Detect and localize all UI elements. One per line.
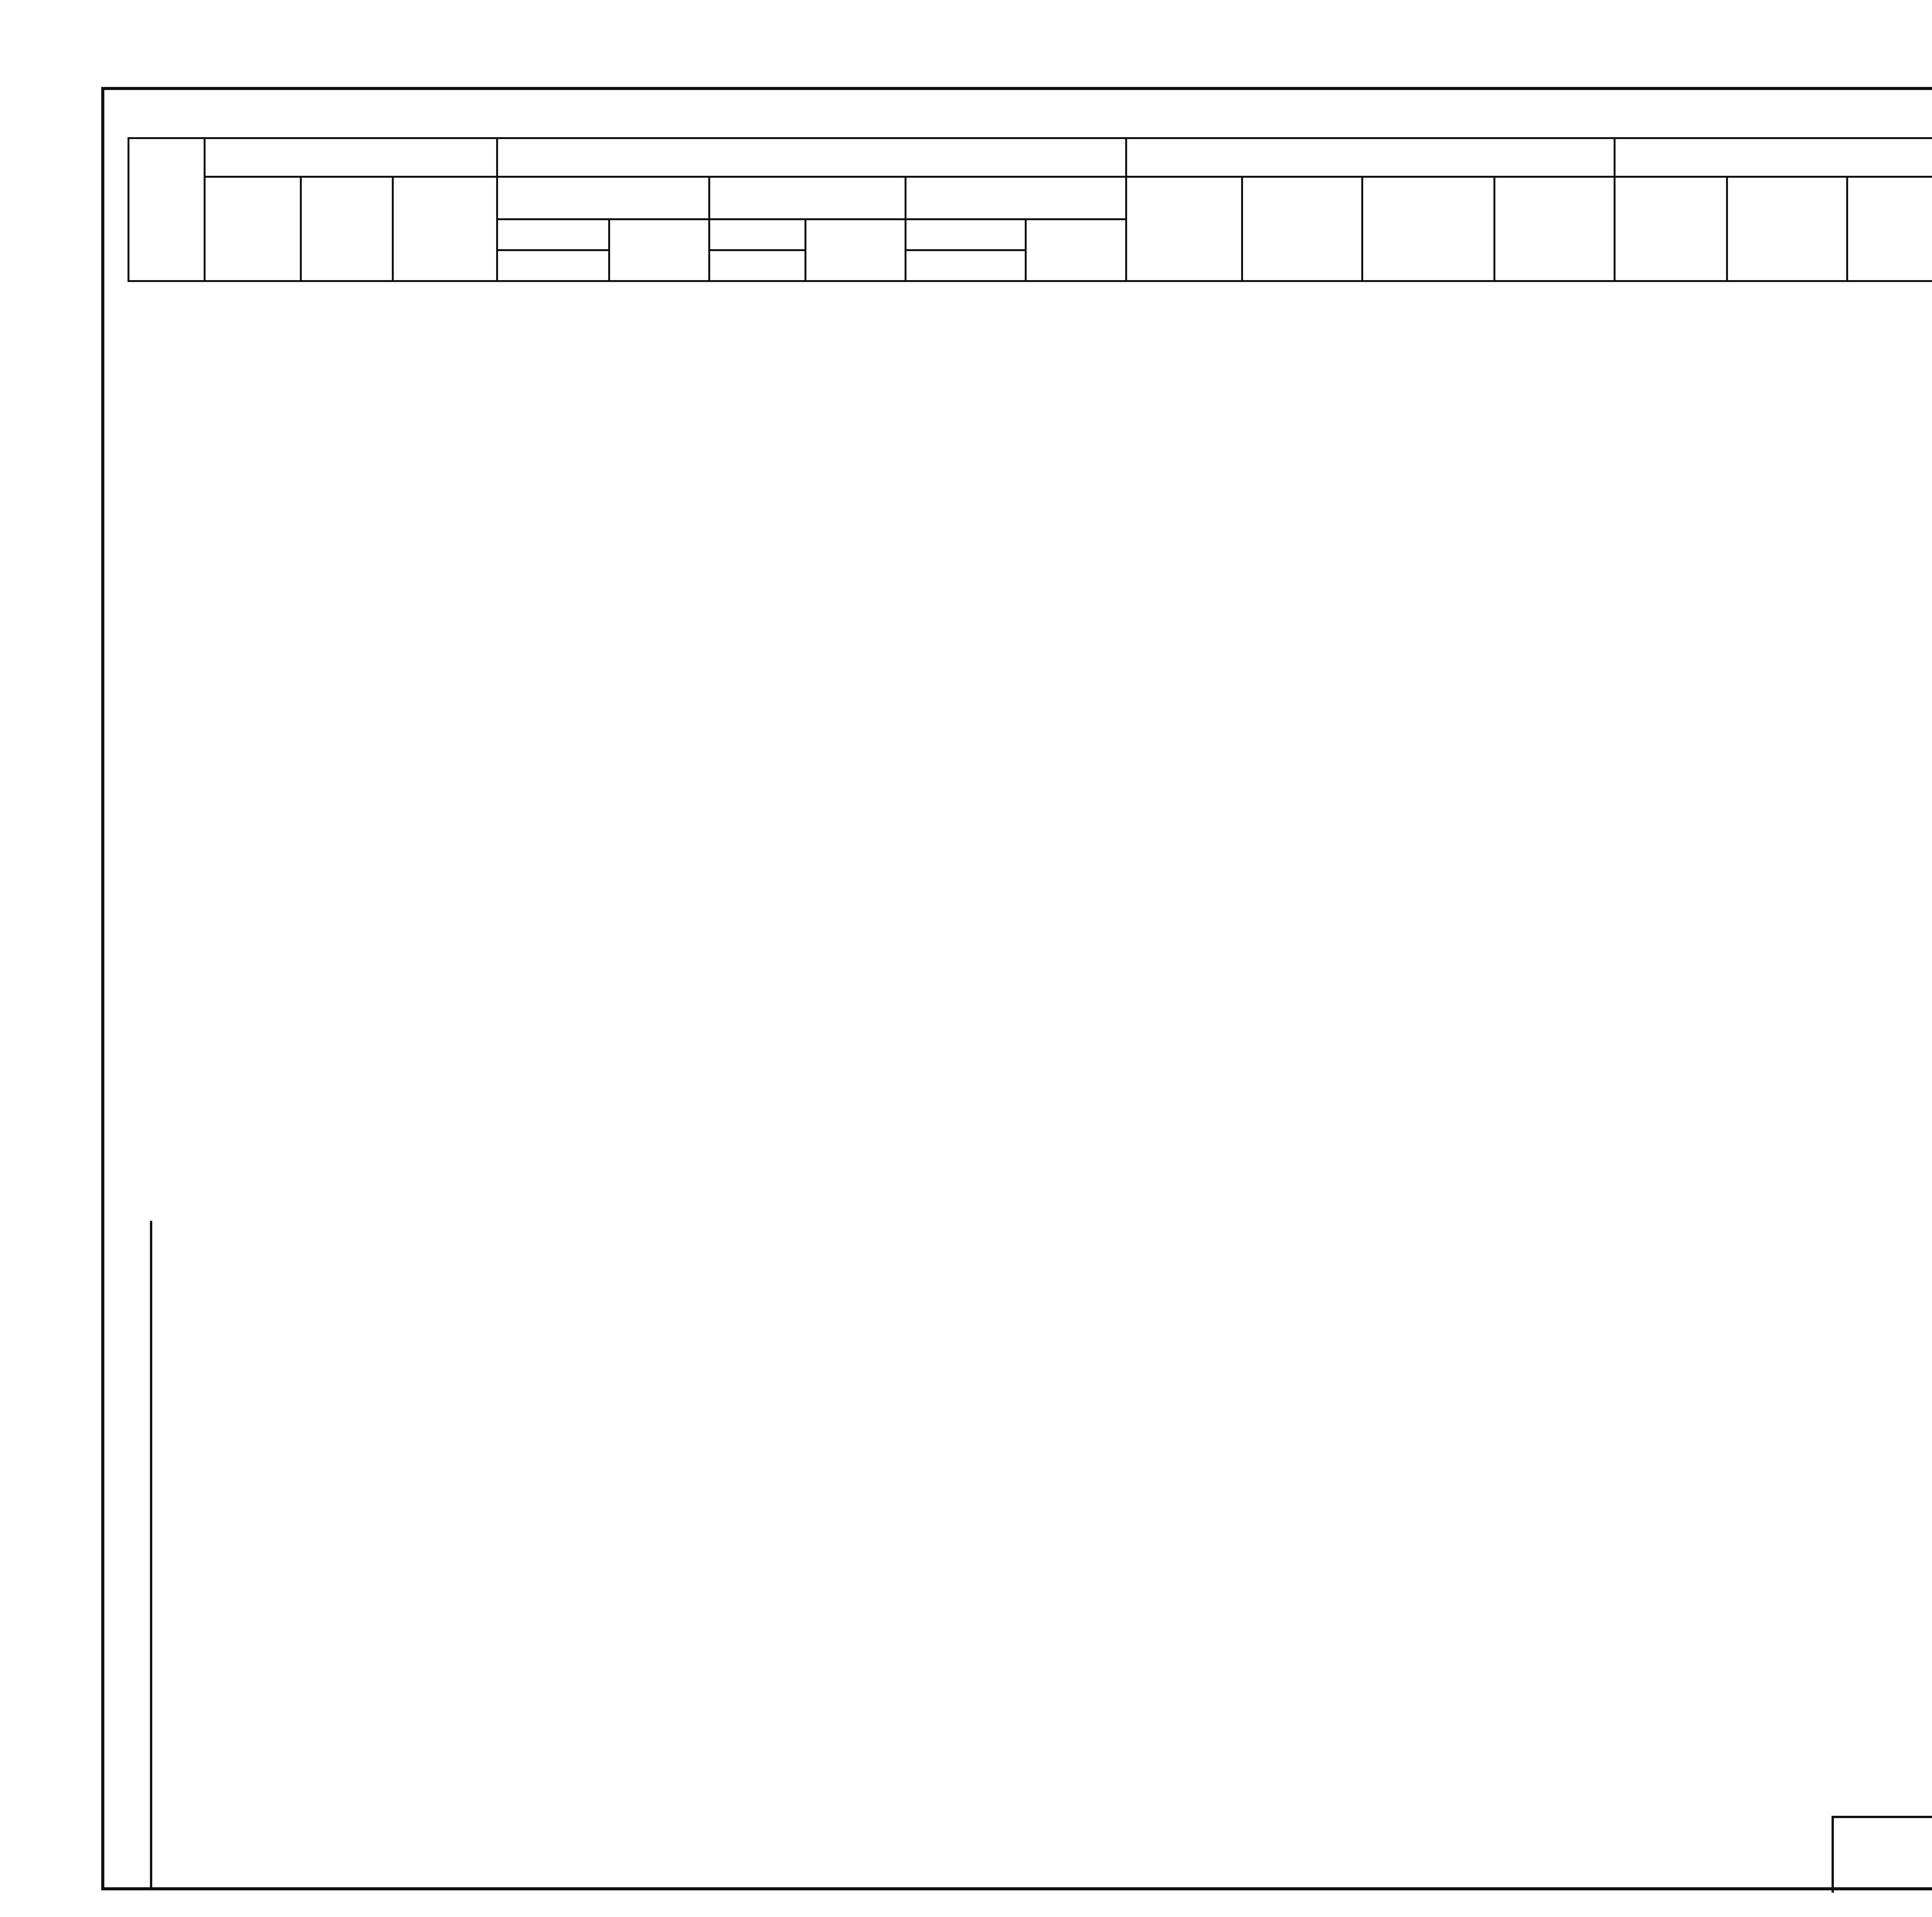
- header-m-drain: [1847, 177, 1932, 281]
- header-emb-boxes: [1362, 177, 1495, 281]
- header-class-a3: [497, 250, 609, 281]
- header-rebar-total: [906, 177, 1126, 219]
- header-embedded: [1126, 138, 1615, 177]
- header-class-a3: [497, 219, 609, 250]
- drawing-frame: [101, 87, 1932, 1890]
- header-spans: [129, 138, 205, 281]
- header-concrete: [204, 138, 497, 177]
- header-m-consoles: [1615, 177, 1727, 281]
- volumes-table: [128, 137, 1932, 281]
- header-rebar-walk: [709, 177, 906, 219]
- header-emb-total: [1495, 177, 1615, 281]
- header-rebar: [497, 138, 1126, 177]
- left-stamp: [101, 1221, 152, 1890]
- header-rebar-beams: [497, 177, 709, 219]
- header-class-a1: [806, 219, 906, 281]
- header-concrete-walk: [301, 177, 393, 281]
- header-class-a1: [609, 219, 709, 281]
- header-class-a3: [906, 219, 1026, 250]
- header-emb-consoles: [1126, 177, 1242, 281]
- header-concrete-beams: [204, 177, 301, 281]
- header-class-a3: [906, 250, 1026, 281]
- header-metal: [1615, 138, 1932, 177]
- header-class-a3: [709, 219, 806, 250]
- header-m-fasten: [1727, 177, 1847, 281]
- header-concrete-total: [393, 177, 497, 281]
- header-class-a1: [1026, 219, 1126, 281]
- title-block: [1832, 1816, 1932, 1890]
- header-emb-walk: [1242, 177, 1362, 281]
- title-block-grid: [1832, 1818, 1932, 1893]
- header-class-a3: [709, 250, 806, 281]
